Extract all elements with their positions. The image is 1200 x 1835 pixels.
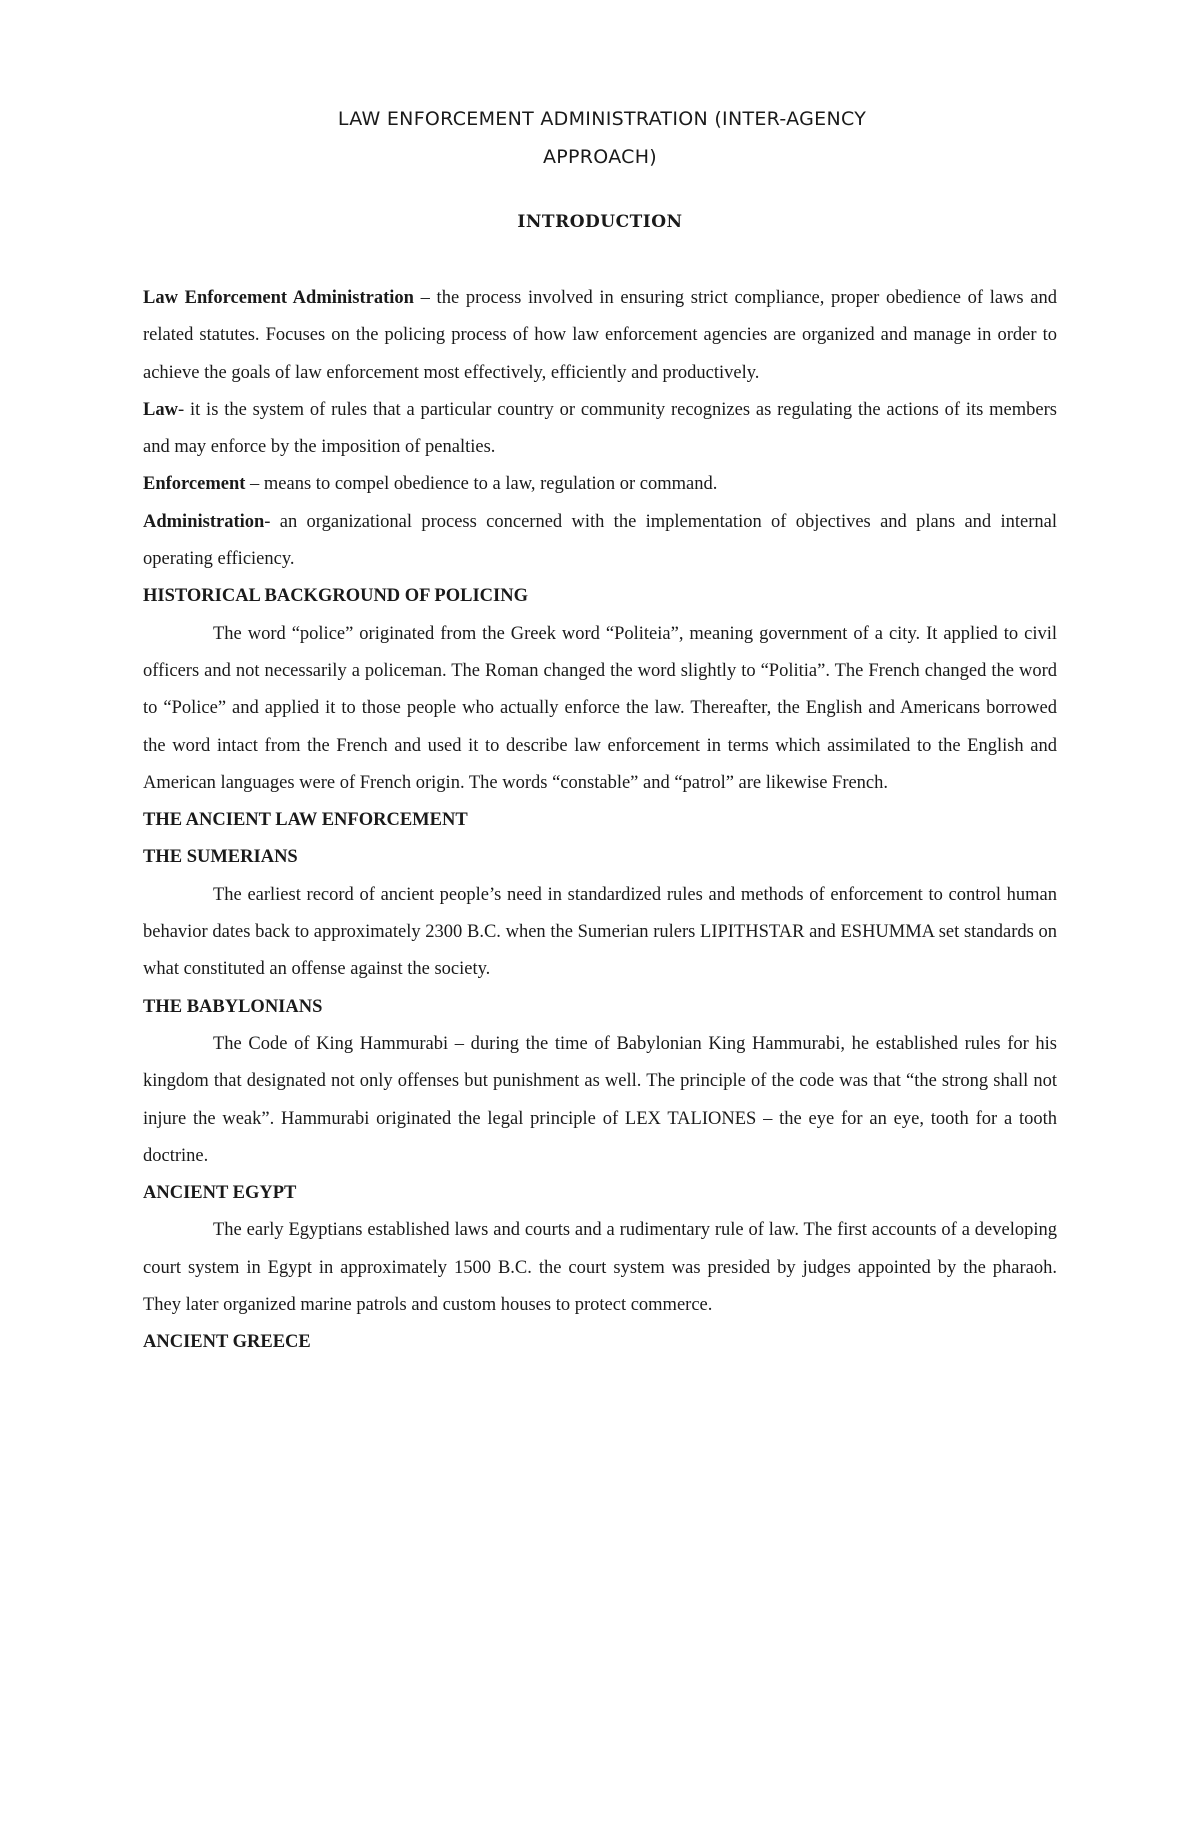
definition-term: Administration <box>143 511 265 532</box>
section-heading-greece: ANCIENT GREECE <box>143 1332 311 1353</box>
definition-enforcement <box>143 466 1057 503</box>
definition-term: Law <box>143 399 178 420</box>
definition-text: - it is the system of rules that a particular country or community recognizes as regulating the actions of its members and may enforce by the imposition of penalties. <box>143 399 1057 458</box>
document-title-line-1: LAW ENFORCEMENT ADMINISTRATION (INTER-AGENCY <box>337 108 867 130</box>
section-paragraph-egypt: The early Egyptians established laws and courts and a rudimentary rule of law. The first accounts of a developing court system in Egypt in approximately 1500 B.C. the court system was presided by judges appointed by the pharaoh. They later organized marine patrols and custom houses to protect commerce. <box>143 1220 1057 1316</box>
definition-text: - an organizational process concerned with the implementation of objectives and plans and internal operating efficiency. <box>143 511 1057 570</box>
section-heading-sumerians: THE SUMERIANS <box>143 847 298 868</box>
section-paragraph-historical: The word “police” originated from the Greek word “Politeia”, meaning government of a city. It applied to civil officers and not necessarily a policeman. The Roman changed the word slightly to “Politia”. The French changed the word to “Police” and applied it to those people who actually enforce the law. Thereafter, the English and Americans borrowed the word intact from the French and used it to describe law enforcement in terms which assimilated to the English and American languages were of French origin. The words “constable” and “patrol” are likewise French. <box>143 623 1057 793</box>
introduction-heading: INTRODUCTION <box>517 212 683 232</box>
definition-text: – means to compel obedience to a law, regulation or command. <box>245 474 718 495</box>
definition-text: – the process involved in ensuring strict compliance, proper obedience of laws and related statutes. Focuses on the policing process of how law enforcement agencies are organized and manage in order to achieve the goals of law enforcement most effectively, efficiently and productively. <box>143 288 1057 383</box>
definition-law-enforcement-administration <box>143 280 1057 392</box>
section-heading-egypt: ANCIENT EGYPT <box>143 1183 297 1204</box>
section-heading-babylonians: THE BABYLONIANS <box>143 996 323 1017</box>
definition-law <box>143 392 1057 467</box>
section-paragraph-babylonians: The Code of King Hammurabi – during the time of Babylonian King Hammurabi, he established rules for his kingdom that designated not only offenses but punishment as well. The principle of the code was that “the strong shall not injure the weak”. Hammurabi originated the legal principle of LEX TALIONES – the eye for an eye, tooth for a tooth doctrine. <box>143 1033 1057 1166</box>
document-body <box>143 280 1057 1362</box>
section-heading-ancient: THE ANCIENT LAW ENFORCEMENT <box>143 810 468 831</box>
document-title-line-2: APPROACH) <box>542 146 658 168</box>
section-paragraph-sumerians: The earliest record of ancient people’s need in standardized rules and methods of enforcement to control human behavior dates back to approximately 2300 B.C. when the Sumerian rulers LIPITHSTAR and ESHUMMA set standards on what constituted an offense against the society. <box>143 884 1057 980</box>
definition-administration <box>143 504 1057 579</box>
section-heading-historical: HISTORICAL BACKGROUND OF POLICING <box>143 586 528 607</box>
definition-term: Law Enforcement Administration <box>143 288 414 308</box>
definition-term: Enforcement <box>143 474 246 495</box>
